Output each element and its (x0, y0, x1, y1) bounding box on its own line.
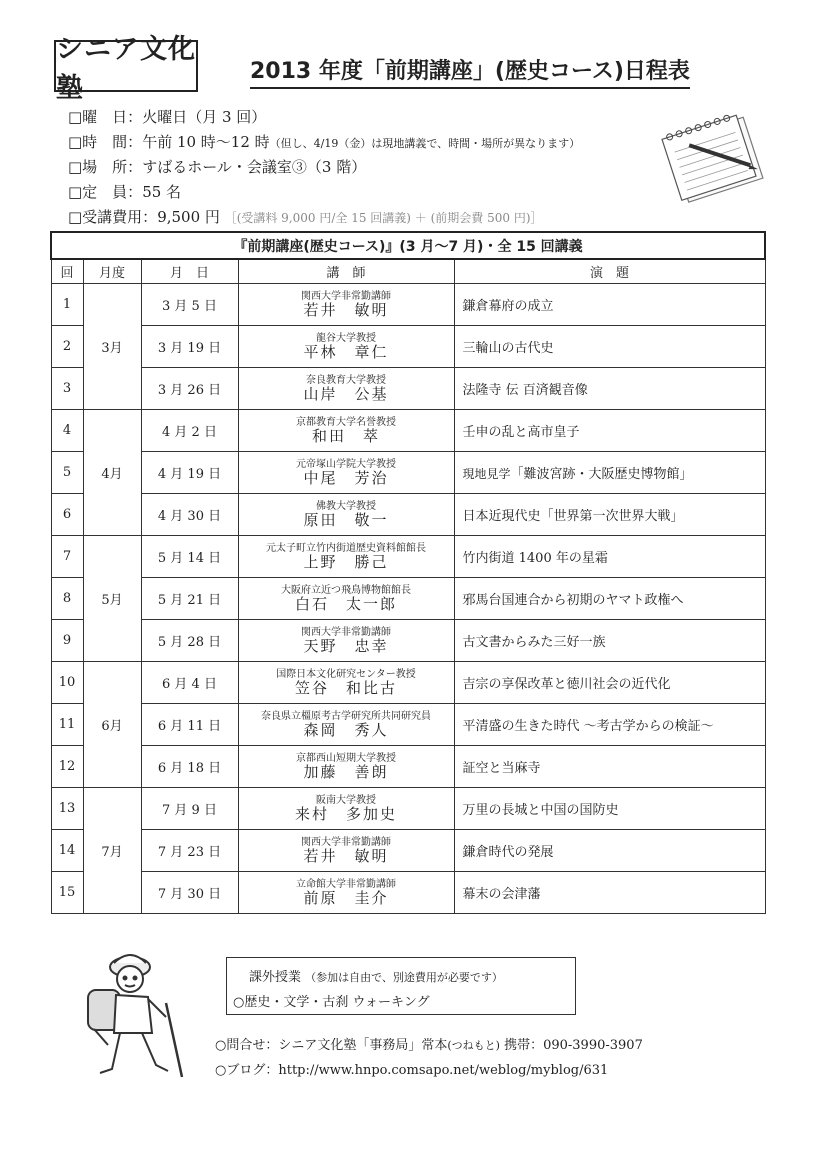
table-row (51, 578, 765, 620)
inquiry-kana: (つねもと) (447, 1039, 500, 1052)
info-label: □受講費用： (68, 208, 158, 226)
table-header (51, 259, 765, 284)
lecturer-affiliation: 龍谷大学教授 (316, 332, 376, 344)
lecturer-cell (238, 452, 454, 494)
lecturer-cell (238, 536, 454, 578)
topic-cell: 壬申の乱と高市皇子 (454, 410, 765, 452)
lecturer-affiliation: 元太子町立竹内街道歴史資料館館長 (266, 542, 426, 554)
lecturer-cell (238, 578, 454, 620)
notebook-icon (655, 110, 775, 210)
lecturer-affiliation: 京都教育大学名誉教授 (296, 416, 396, 428)
row-number: 8 (51, 578, 83, 620)
lecturer-cell (238, 662, 454, 704)
month-cell: 3月 (83, 284, 141, 410)
info-note: ［(受講料 9,000 円/全 15 回講義) ＋ (前期会費 500 円)］ (224, 211, 543, 225)
contact-blog: ○ブログ：http://www.hnpo.comsapo.net/weblog/myblog/631 (215, 1063, 609, 1078)
topic-cell: 平清盛の生きた時代 ～考古学からの検証～ (454, 704, 765, 746)
table-row (51, 536, 765, 578)
row-date: 6 月 11 日 (141, 704, 238, 746)
lecturer-name: 上野 勝己 (303, 552, 389, 571)
info-value: 午前 10 時～12 時 (142, 133, 270, 151)
row-date: 3 月 26 日 (141, 368, 238, 410)
lecturer-name: 若井 敏明 (303, 846, 389, 865)
topic-cell: 三輪山の古代史 (454, 326, 765, 368)
row-date: 5 月 21 日 (141, 578, 238, 620)
row-date: 3 月 19 日 (141, 326, 238, 368)
lecturer-name: 若井 敏明 (303, 300, 389, 319)
lecturer-affiliation: 佛教大学教授 (316, 500, 376, 512)
lecturer-name: 和田 萃 (311, 426, 380, 445)
info-time (68, 131, 580, 152)
lecturer-cell (238, 704, 454, 746)
lecturer-name: 来村 多加史 (294, 804, 397, 823)
table-row (51, 704, 765, 746)
header-month: 月度 (83, 259, 141, 284)
topic-cell: 鎌倉幕府の成立 (454, 284, 765, 326)
lecturer-cell (238, 620, 454, 662)
table-row (51, 872, 765, 914)
row-number: 1 (51, 284, 83, 326)
lecturer-name: 加藤 善朗 (303, 762, 389, 781)
info-label: □曜 日： (68, 108, 143, 126)
lecturer-cell (238, 284, 454, 326)
page-title: 2013 年度「前期講座」(歴史コース)日程表 (250, 54, 690, 89)
row-date: 4 月 19 日 (141, 452, 238, 494)
row-number: 14 (51, 830, 83, 872)
lecturer-name: 前原 圭介 (303, 888, 389, 907)
lecturer-name: 山岸 公基 (303, 384, 389, 403)
lecturer-cell (238, 872, 454, 914)
topic-cell: 邪馬台国連合から初期のヤマト政権へ (454, 578, 765, 620)
inquiry-phone: 携帯：090-3990-3907 (504, 1038, 643, 1053)
inquiry-label: ○問合せ：シニア文化塾「事務局」常本 (215, 1038, 448, 1053)
row-date: 7 月 9 日 (141, 788, 238, 830)
row-date: 7 月 30 日 (141, 872, 238, 914)
lecturer-name: 原田 敬一 (303, 510, 389, 529)
row-number: 5 (51, 452, 83, 494)
contact-inquiry (215, 1034, 643, 1053)
topic-cell: 日本近現代史「世界第一次世界大戦」 (454, 494, 765, 536)
lecturer-affiliation: 立命館大学非常勤講師 (296, 878, 396, 890)
header-topic: 演 題 (454, 259, 765, 284)
info-place (68, 156, 366, 177)
extra-class-box (226, 957, 576, 1015)
info-label: □定 員： (68, 183, 143, 201)
row-date: 6 月 4 日 (141, 662, 238, 704)
row-date: 5 月 28 日 (141, 620, 238, 662)
month-cell: 4月 (83, 410, 141, 536)
topic-cell: 竹内街道 1400 年の星霜 (454, 536, 765, 578)
topic-cell (454, 452, 765, 494)
hiker-illustration (70, 945, 200, 1085)
row-number: 12 (51, 746, 83, 788)
table-row (51, 494, 765, 536)
row-number: 6 (51, 494, 83, 536)
month-cell: 5月 (83, 536, 141, 662)
table-row (51, 284, 765, 326)
topic-cell: 法隆寺 伝 百済観音像 (454, 368, 765, 410)
logo: シニア文化塾 (56, 34, 196, 104)
info-capacity (68, 181, 181, 202)
table-row (51, 620, 765, 662)
info-value: 火曜日（月 3 回） (142, 108, 267, 126)
lecturer-cell (238, 746, 454, 788)
table-caption: 『前期講座(歴史コース)』(3 月～7 月)・全 15 回講義 (51, 232, 765, 259)
row-number: 11 (51, 704, 83, 746)
topic-cell: 古文書からみた三好一族 (454, 620, 765, 662)
info-label: □場 所： (68, 158, 143, 176)
lecturer-affiliation: 奈良県立橿原考古学研究所共同研究員 (261, 710, 431, 722)
month-cell: 7月 (83, 788, 141, 914)
row-date: 7 月 23 日 (141, 830, 238, 872)
info-day (68, 106, 266, 127)
row-number: 15 (51, 872, 83, 914)
table-row (51, 662, 765, 704)
info-value: 9,500 円 (157, 208, 220, 226)
topic-cell: 万里の長城と中国の国防史 (454, 788, 765, 830)
info-fee (68, 206, 543, 227)
table-row (51, 452, 765, 494)
header-lecturer: 講 師 (238, 259, 454, 284)
topic-cell: 証空と当麻寺 (454, 746, 765, 788)
table-row (51, 368, 765, 410)
topic-text: 「難波宮跡・大阪歴史博物館」 (510, 467, 693, 482)
lecturer-cell (238, 368, 454, 410)
table-row (51, 830, 765, 872)
row-number: 7 (51, 536, 83, 578)
lecturer-cell (238, 326, 454, 368)
row-date: 3 月 5 日 (141, 284, 238, 326)
row-number: 2 (51, 326, 83, 368)
row-number: 13 (51, 788, 83, 830)
lecturer-cell (238, 410, 454, 452)
schedule-table (50, 231, 766, 914)
header-date: 月 日 (141, 259, 238, 284)
topic-cell: 吉宗の享保改革と徳川社会の近代化 (454, 662, 765, 704)
lecturer-affiliation: 阪南大学教授 (316, 794, 376, 806)
info-label: □時 間： (68, 133, 143, 151)
lecturer-name: 中尾 芳治 (303, 468, 389, 487)
row-number: 3 (51, 368, 83, 410)
extra-class-item: ○歴史・文学・古刹 ウォーキング (233, 995, 430, 1010)
lecturer-affiliation: 元帝塚山学院大学教授 (296, 458, 396, 470)
info-value: 55 名 (142, 183, 182, 201)
lecturer-name: 白石 太一郎 (294, 594, 397, 613)
lecturer-affiliation: 国際日本文化研究センター教授 (276, 668, 416, 680)
table-row (51, 746, 765, 788)
row-date: 5 月 14 日 (141, 536, 238, 578)
row-date: 6 月 18 日 (141, 746, 238, 788)
row-date: 4 月 2 日 (141, 410, 238, 452)
topic-prefix: 現地見学 (462, 467, 511, 481)
extra-class-note: （参加は自由で、別途費用が必要です） (305, 971, 503, 984)
lecturer-cell (238, 830, 454, 872)
lecturer-affiliation: 関西大学非常勤講師 (301, 836, 391, 848)
lecturer-affiliation: 関西大学非常勤講師 (301, 626, 391, 638)
lecturer-affiliation: 京都西山短期大学教授 (296, 752, 396, 764)
table-row (51, 326, 765, 368)
lecturer-name: 平林 章仁 (303, 342, 389, 361)
topic-cell: 幕末の会津藩 (454, 872, 765, 914)
row-number: 9 (51, 620, 83, 662)
lecturer-cell (238, 494, 454, 536)
lecturer-affiliation: 奈良教育大学教授 (306, 374, 386, 386)
lecturer-name: 笠谷 和比古 (294, 678, 397, 697)
row-number: 10 (51, 662, 83, 704)
table-row (51, 410, 765, 452)
extra-class-header (249, 966, 503, 985)
lecturer-affiliation: 関西大学非常勤講師 (301, 290, 391, 302)
extra-class-title: 課外授業 (249, 970, 302, 985)
lecturer-affiliation: 大阪府立近つ飛鳥博物館館長 (281, 584, 411, 596)
lecturer-name: 森岡 秀人 (303, 720, 389, 739)
header-no: 回 (51, 259, 83, 284)
lecturer-name: 天野 忠幸 (303, 636, 389, 655)
table-row (51, 788, 765, 830)
info-note: （但し、4/19（金）は現地講義で、時間・場所が異なります） (269, 137, 581, 150)
lecturer-cell (238, 788, 454, 830)
topic-cell: 鎌倉時代の発展 (454, 830, 765, 872)
row-date: 4 月 30 日 (141, 494, 238, 536)
info-value: すばるホール・会議室③（3 階） (142, 158, 367, 176)
month-cell: 6月 (83, 662, 141, 788)
row-number: 4 (51, 410, 83, 452)
